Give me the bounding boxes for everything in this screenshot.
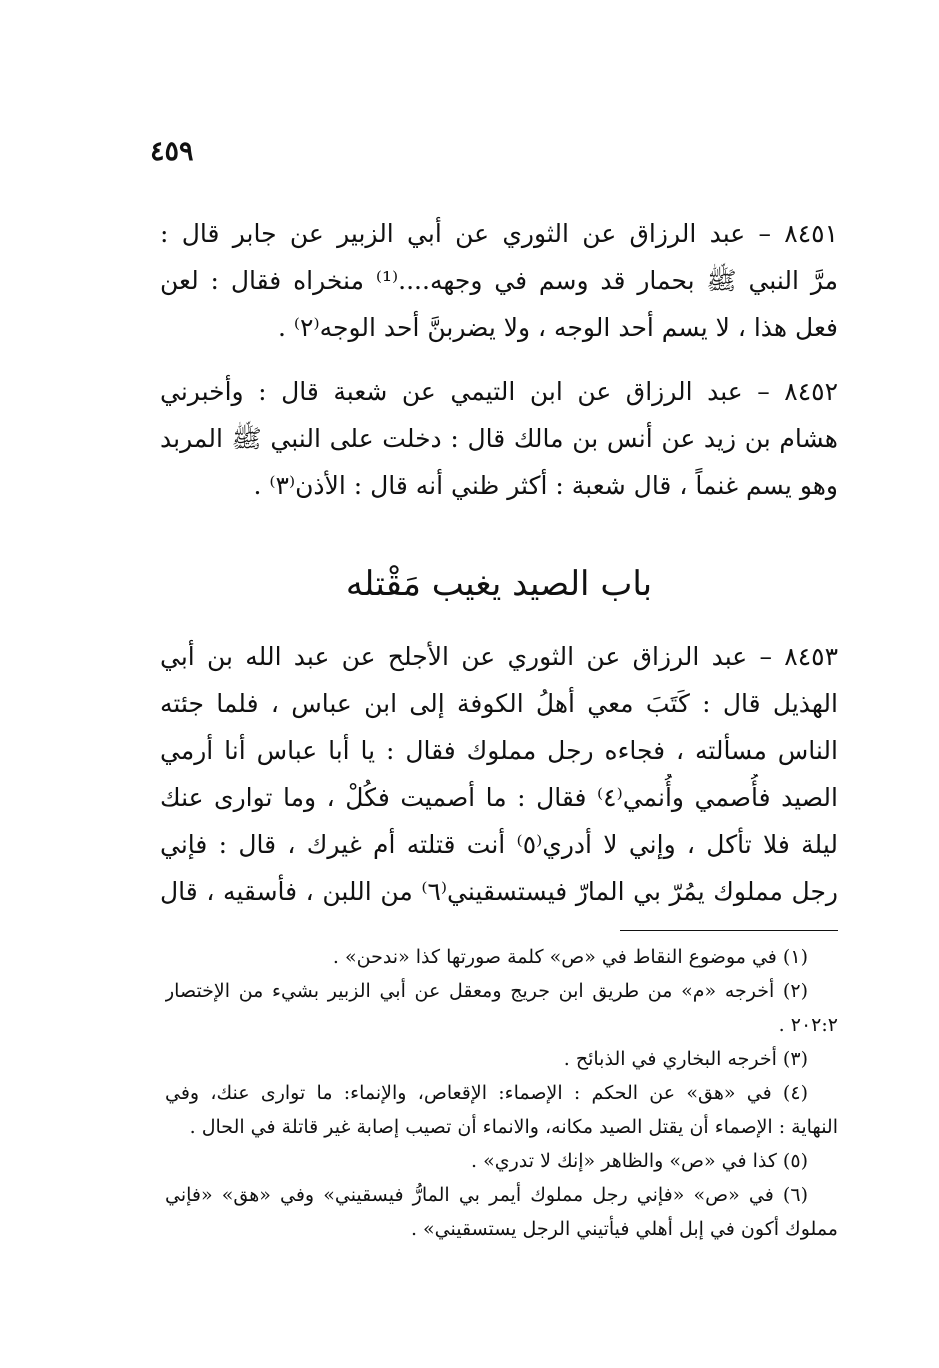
paragraph-line: فعل هذا ، لا يسم أحد الوجه ، ولا يضربنَّ أحد الوجه⁽٢⁾ . [278, 313, 838, 342]
hadith-paragraph-8451 [160, 210, 838, 351]
paragraph-line: هشام بن زيد عن أنس بن مالك قال : دخلت على النبي ﷺ المربد [160, 424, 838, 453]
hadith-paragraph-8452 [160, 368, 838, 509]
footnote-separator [620, 930, 838, 931]
footnote-6: (٦) في «ص» «فإني رجل مملوك أيمر بي المارُّ فيسقيني» وفي «هق» «فإني [165, 1184, 808, 1206]
paragraph-line: وهو يسم غنماً ، قال شعبة : أكثر ظني أنه قال : الأذن⁽٣⁾ . [253, 471, 838, 500]
paragraph-line: الناس مسألته ، فجاءه رجل مملوك فقال : يا أبا عباس أنا أرمي [160, 736, 838, 765]
chapter-title: باب الصيد يغيب مَقْتله [345, 564, 653, 604]
paragraph-line: ٨٤٥١ – عبد الرزاق عن الثوري عن أبي الزبير عن جابر قال : [160, 219, 838, 248]
paragraph-line: ٨٤٥٢ – عبد الرزاق عن ابن التيمي عن شعبة قال : وأخبرني [160, 377, 838, 406]
hadith-paragraph-8453 [160, 633, 838, 915]
paragraph-line: مرَّ النبي ﷺ بحمار قد وسم في وجهه....⁽¹⁾ منخراه فقال : لعن [160, 266, 838, 295]
footnotes [165, 940, 838, 1246]
footnote-3: (٣) أخرجه البخاري في الذبائح . [563, 1048, 808, 1070]
footnote-2: (٢) أخرجه «م» من طريق ابن جريج ومعقل عن أبي الزبير بشيء من الإختصار [165, 980, 808, 1002]
footnote-5: (٥) كذا في «ص» والظاهر «إنك لا تدري» . [471, 1150, 808, 1172]
footnote-4-continued: النهاية : الإصماء أن يقتل الصيد مكانه، والانماء أن تصيب إصابة غير قاتلة في الحال . [189, 1116, 838, 1138]
page-number: ٤٥٩ [150, 136, 194, 167]
footnote-6-continued: مملوك أكون في إبل أهلي فيأتيني الرجل يستسقيني» . [410, 1218, 838, 1240]
paragraph-line: الصيد فأُصمي وأُنمي⁽٤⁾ فقال : ما أصميت فكُلْ ، وما توارى عنك [160, 783, 838, 812]
footnote-4: (٤) في «هق» عن الحكم : الإصماء: الإقعاص، والإنماء: ما توارى عنك، وفي [165, 1082, 808, 1104]
paragraph-line: رجل مملوك يمُرّ بي المارّ فيستسقيني⁽٦⁾ من اللبن ، فأسقيه ، قال [160, 877, 838, 906]
footnote-2-continued: ٢٠٢:٢ . [778, 1014, 838, 1036]
paragraph-line: ٨٤٥٣ – عبد الرزاق عن الثوري عن الأجلح عن عبد الله بن أبي [160, 642, 838, 671]
footnote-1: (١) في موضوع النقاط في «ص» كلمة صورتها كذا «ندحن» . [332, 946, 808, 968]
paragraph-line: ليلة فلا تأكل ، وإني لا أدري⁽٥⁾ أنت قتلته أم غيرك ، قال : فإني [160, 830, 838, 859]
paragraph-line: الهذيل قال : كَتَبَ معي أهلُ الكوفة إلى ابن عباس ، فلما جئته [160, 689, 838, 718]
